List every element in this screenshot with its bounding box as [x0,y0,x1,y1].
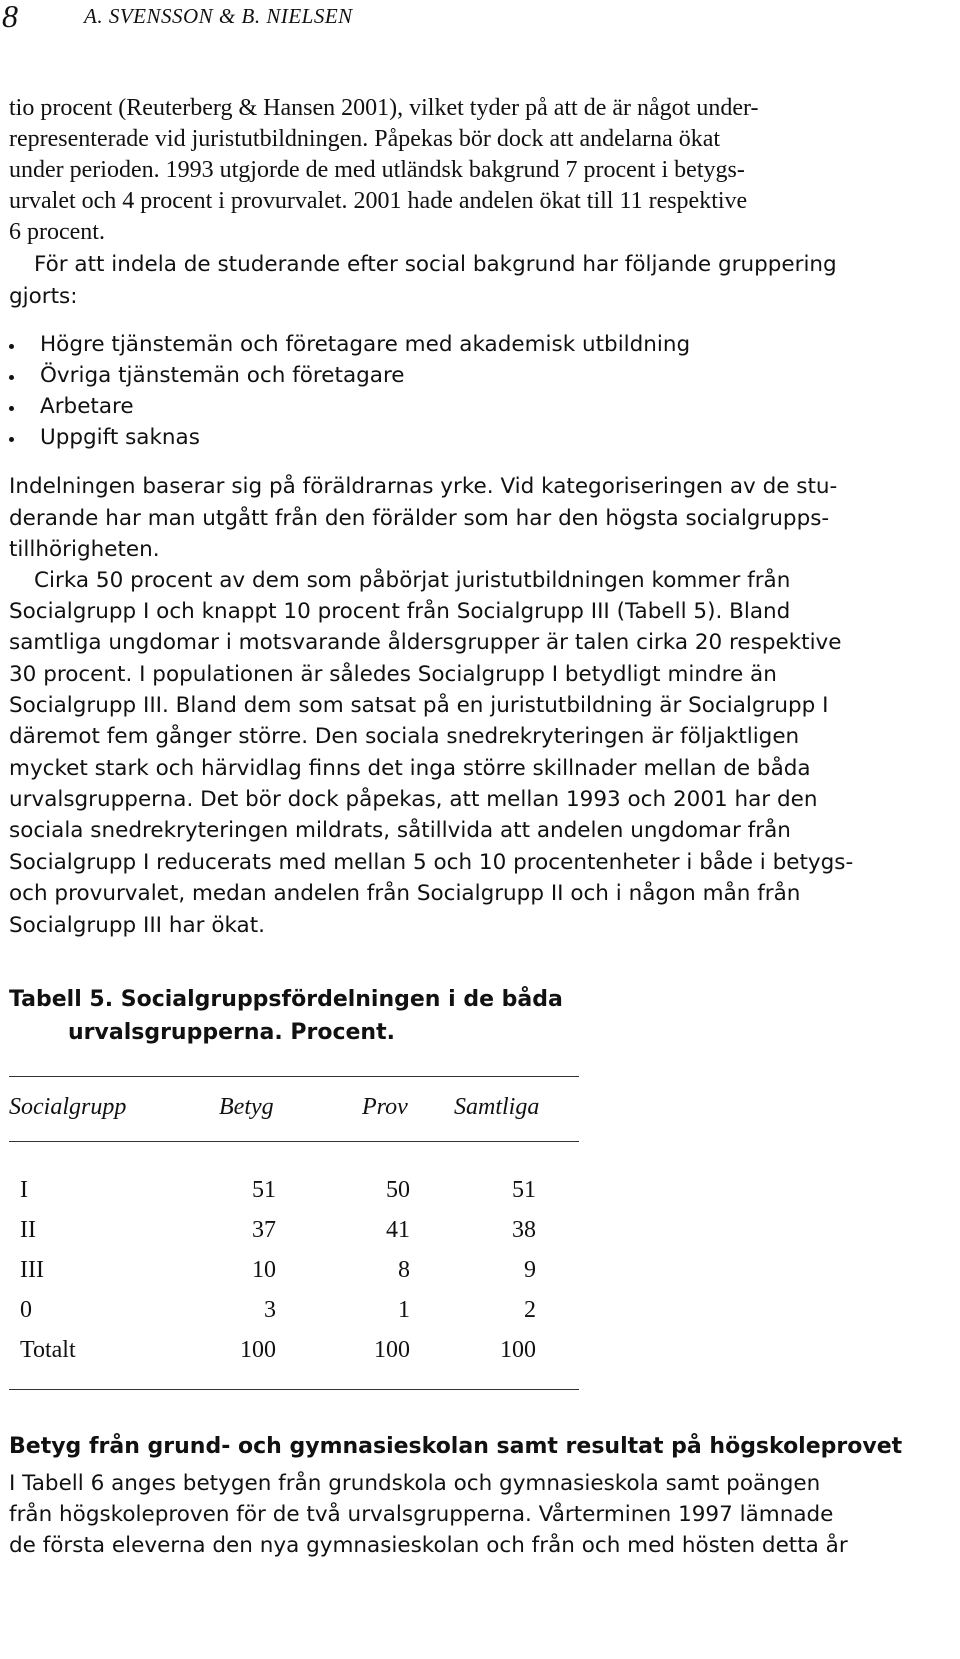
text-line: representerade vid juristutbildningen. Påpekas bör dock att andelarna ökat [9,126,721,152]
text-line: urvalet och 4 procent i provurvalet. 2001 hade andelen ökat till 11 respektive [9,188,748,214]
table-cell: 100 [500,1337,536,1363]
text-line: derande har man utgått från den förälder som har den högsta socialgrupps- [9,506,830,531]
table-cell: 2 [524,1297,536,1323]
bullet-icon [9,344,14,349]
list-item-label: Arbetare [40,394,134,419]
table-cell: III [20,1257,44,1283]
bullet-icon [9,437,14,442]
table-cell: 37 [252,1217,276,1243]
table-caption: Tabell 5. Socialgruppsfördelningen i de båda [9,987,563,1012]
text-line: sociala snedrekryteringen mildrats, såtillvida att andelen ungdomar från [9,818,791,843]
running-head: A. SVENSSON & B. NIELSEN [84,4,353,28]
text-line: Socialgrupp III. Bland dem som satsat på en juristutbildning är Socialgrupp I [9,693,829,718]
table-cell: 10 [252,1257,276,1283]
text-line: 6 procent. [9,219,105,245]
text-line: samtliga ungdomar i motsvarande åldersgrupper är talen cirka 20 respektive [9,630,842,655]
text-line: I Tabell 6 anges betygen från grundskola och gymnasieskola samt poängen [9,1471,821,1496]
text-line: mycket stark och härvidlag finns det inga större skillnader mellan de båda [9,756,811,781]
table-cell: 100 [374,1337,410,1363]
section-heading: Betyg från grund- och gymnasieskolan samt resultat på högskoleprovet [9,1434,903,1459]
table-header-rule [9,1141,579,1142]
table-top-rule [9,1076,579,1077]
table-bottom-rule [9,1389,579,1390]
table-cell: 1 [398,1297,410,1323]
table-cell: 3 [264,1297,276,1323]
page-header [0,0,960,34]
text-line: och provurvalet, medan andelen från Socialgrupp II och i någon mån från [9,881,801,906]
table-cell: I [20,1177,28,1203]
list-item-label: Uppgift saknas [40,425,200,450]
col-header-prov: Prov [362,1094,408,1120]
table-cell: 51 [252,1177,276,1203]
text-line: Socialgrupp I reducerats med mellan 5 och 10 procentenheter i både i betygs- [9,850,854,875]
bullet-icon [9,375,14,380]
list-item-label: Övriga tjänstemän och företagare [40,363,405,388]
table-cell: 38 [512,1217,536,1243]
text-line: tillhörigheten. [9,537,160,562]
text-line: För att indela de studerande efter social bakgrund har följande gruppering [34,252,837,277]
text-line: under perioden. 1993 utgjorde de med utländsk bakgrund 7 procent i betygs- [9,157,745,183]
text-line: Socialgrupp III har ökat. [9,913,265,938]
col-header-samtliga: Samtliga [454,1094,540,1120]
table-cell: II [20,1217,36,1243]
table-caption-cont: urvalsgrupperna. Procent. [68,1020,395,1045]
bullet-icon [9,406,14,411]
col-header-socialgrupp: Socialgrupp [9,1094,127,1120]
text-line: Socialgrupp I och knappt 10 procent från Socialgrupp III (Tabell 5). Bland [9,599,791,624]
text-line: Cirka 50 procent av dem som påbörjat juristutbildningen kommer från [34,568,791,593]
table-cell: 50 [386,1177,410,1203]
text-line: gjorts: [9,284,78,309]
page-number: 8 [2,0,18,34]
table-cell: 8 [398,1257,410,1283]
table-cell: Totalt [20,1337,76,1363]
text-line: däremot fem gånger större. Den sociala snedrekryteringen är följaktligen [9,724,800,749]
col-header-betyg: Betyg [219,1094,274,1120]
table-cell: 0 [20,1297,32,1323]
text-line: urvalsgrupperna. Det bör dock påpekas, att mellan 1993 och 2001 har den [9,787,818,812]
text-line: 30 procent. I populationen är således Socialgrupp I betydligt mindre än [9,662,777,687]
text-line: från högskoleproven för de två urvalsgrupperna. Vårterminen 1997 lämnade [9,1502,834,1527]
table-cell: 51 [512,1177,536,1203]
table-cell: 41 [386,1217,410,1243]
text-line: tio procent (Reuterberg & Hansen 2001), vilket tyder på att de är något under- [9,95,759,121]
list-item-label: Högre tjänstemän och företagare med akademisk utbildning [40,332,691,357]
table-cell: 9 [524,1257,536,1283]
text-line: Indelningen baserar sig på föräldrarnas yrke. Vid kategoriseringen av de stu- [9,474,838,499]
text-line: de första eleverna den nya gymnasieskolan och från och med hösten detta år [9,1533,848,1558]
table-cell: 100 [240,1337,276,1363]
